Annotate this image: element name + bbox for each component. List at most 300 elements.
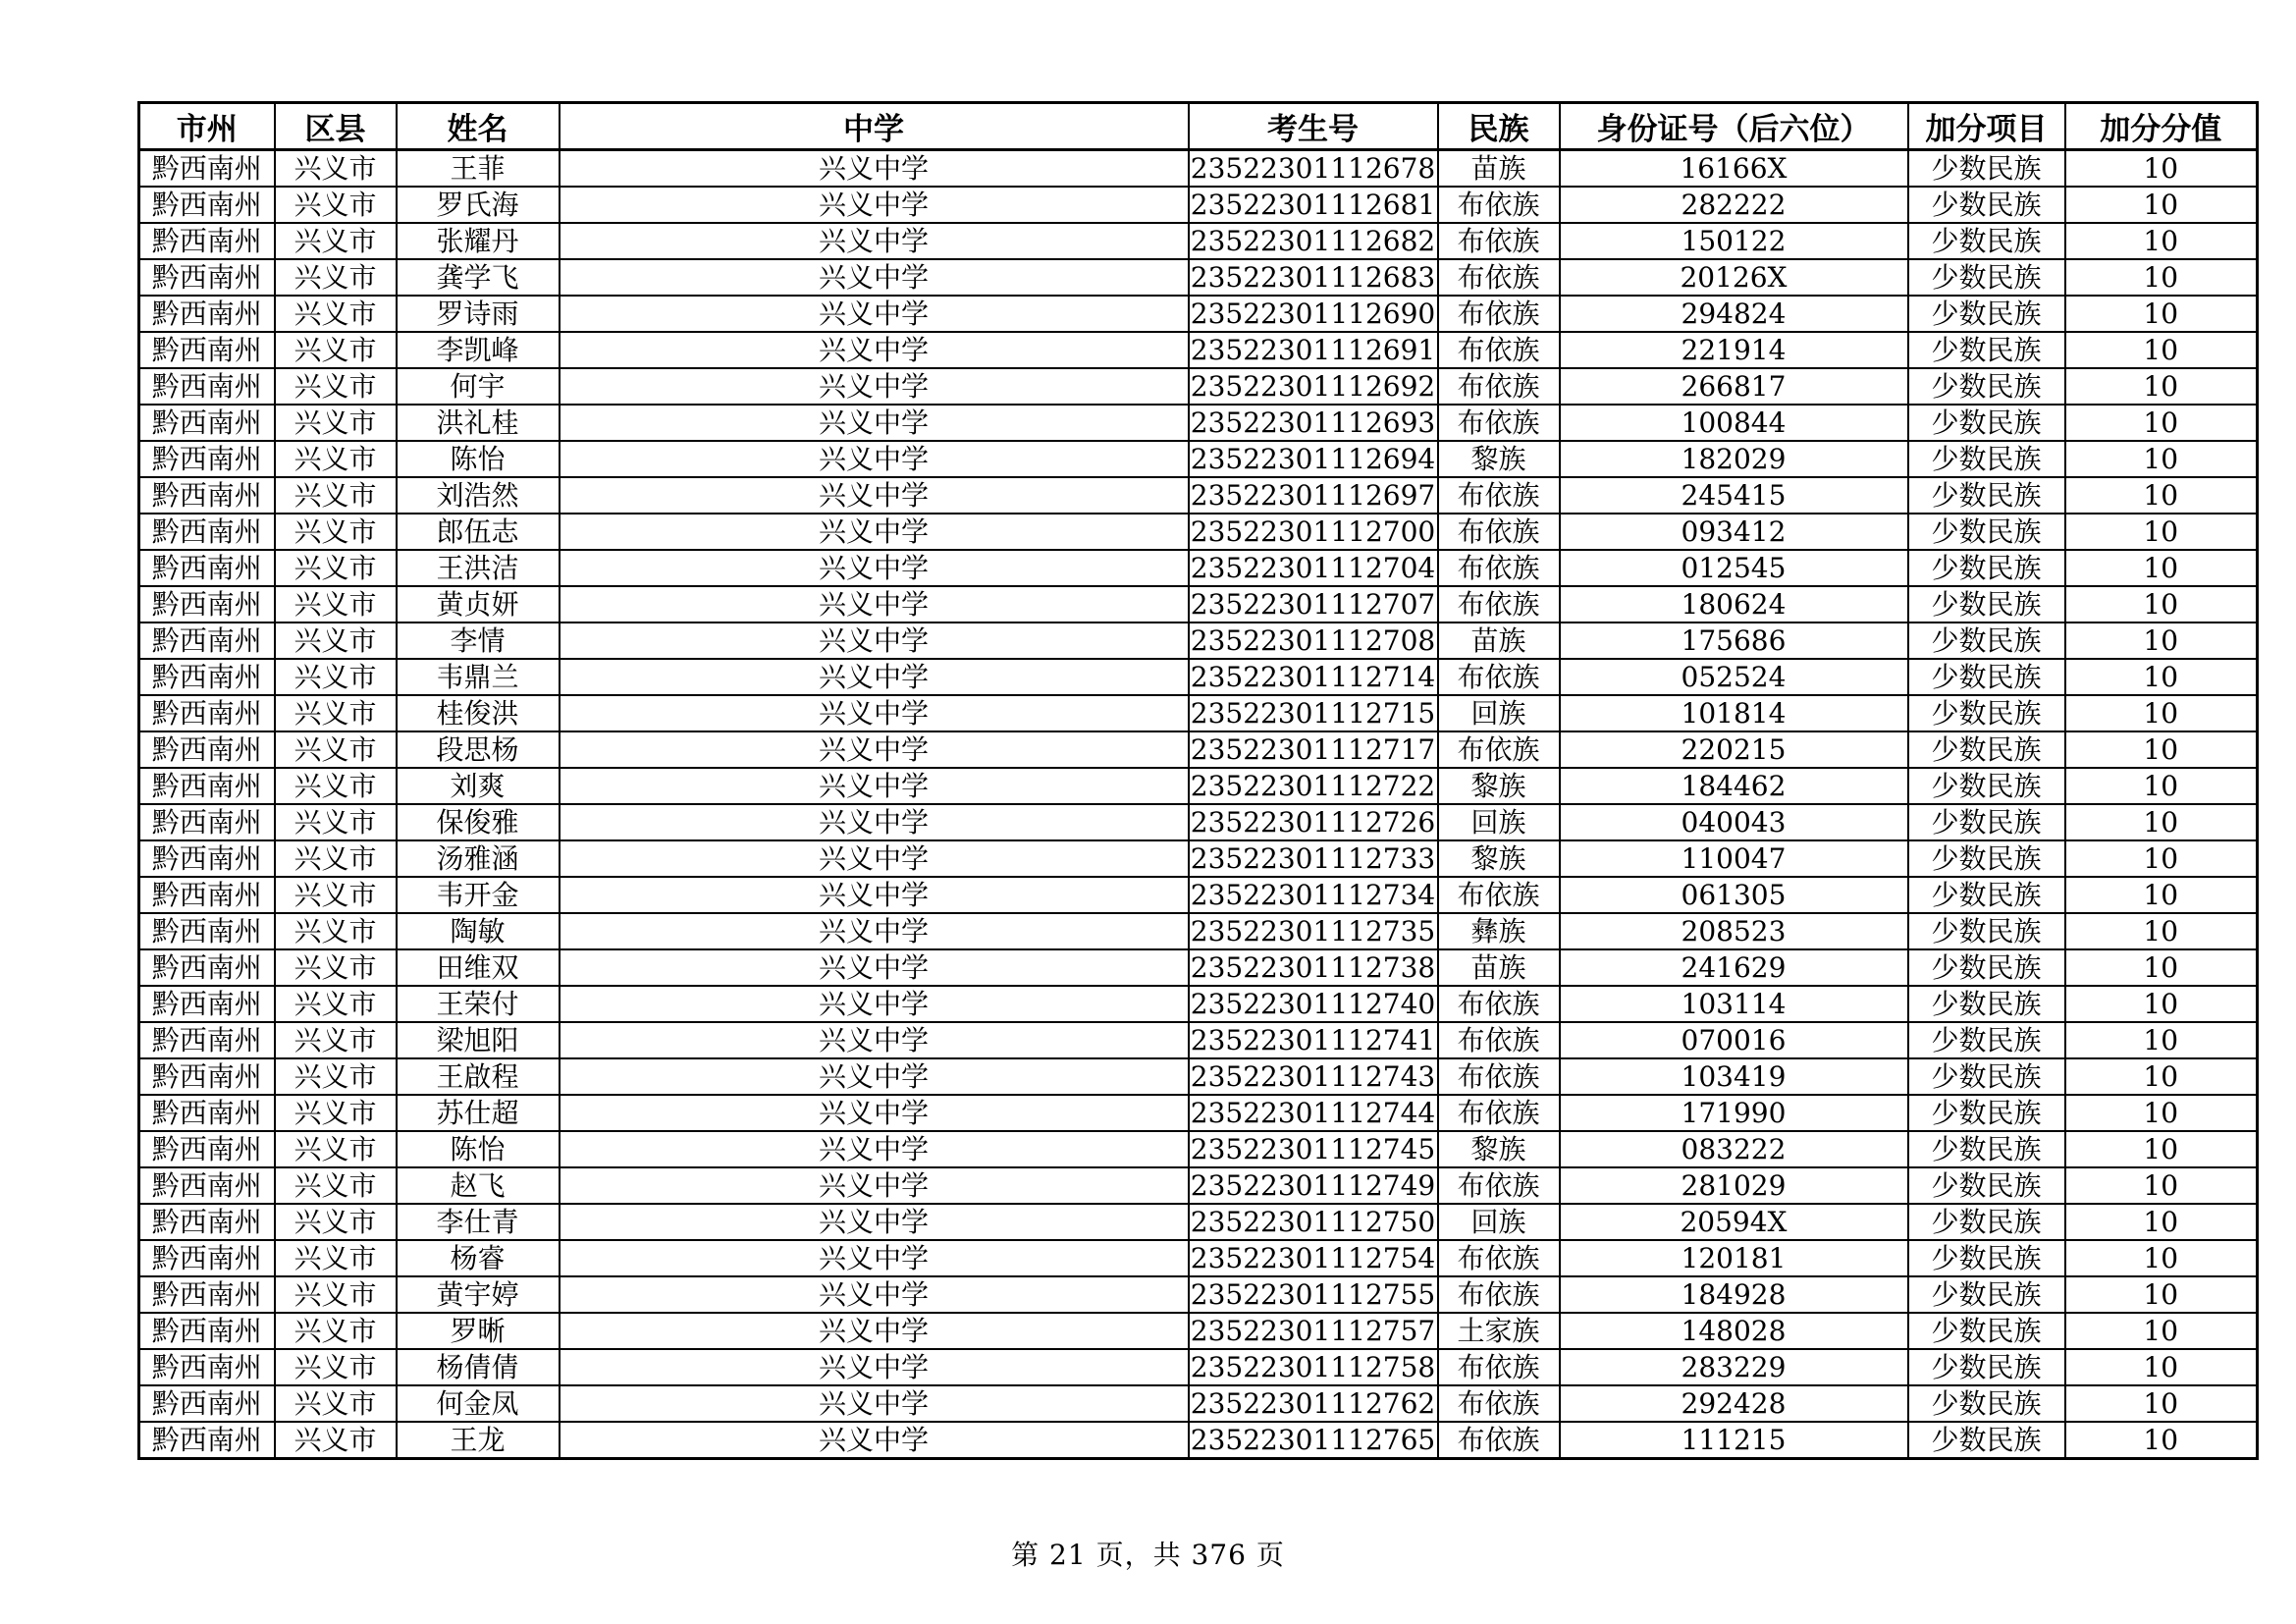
cell-city: 黔西南州 [139, 768, 275, 804]
cell-ethnicity: 布依族 [1438, 296, 1560, 332]
cell-bonus-points: 10 [2065, 187, 2258, 223]
cell-bonus-points: 10 [2065, 1240, 2258, 1276]
cell-county: 兴义市 [275, 623, 397, 659]
cell-exam-number: 23522301112734 [1189, 877, 1438, 913]
cell-ethnicity: 布依族 [1438, 1276, 1560, 1313]
cell-bonus-item: 少数民族 [1908, 368, 2065, 405]
cell-county: 兴义市 [275, 731, 397, 768]
cell-name: 陈怡 [397, 441, 560, 477]
cell-bonus-points: 10 [2065, 223, 2258, 259]
table-row [139, 223, 2258, 259]
cell-bonus-item: 少数民族 [1908, 1131, 2065, 1167]
cell-county: 兴义市 [275, 949, 397, 986]
cell-bonus-points: 10 [2065, 659, 2258, 695]
cell-name: 李仕青 [397, 1204, 560, 1240]
cell-id-last-six: 101814 [1560, 695, 1908, 731]
table-row [139, 514, 2258, 550]
cell-exam-number: 23522301112733 [1189, 840, 1438, 877]
cell-county: 兴义市 [275, 1422, 397, 1459]
cell-id-last-six: 061305 [1560, 877, 1908, 913]
cell-bonus-points: 10 [2065, 296, 2258, 332]
cell-name: 张耀丹 [397, 223, 560, 259]
cell-city: 黔西南州 [139, 477, 275, 514]
cell-bonus-points: 10 [2065, 768, 2258, 804]
cell-county: 兴义市 [275, 296, 397, 332]
cell-bonus-item: 少数民族 [1908, 768, 2065, 804]
cell-bonus-points: 10 [2065, 332, 2258, 368]
table-row [139, 1349, 2258, 1385]
cell-name: 王龙 [397, 1422, 560, 1459]
cell-name: 洪礼桂 [397, 405, 560, 441]
cell-name: 李凯峰 [397, 332, 560, 368]
cell-id-last-six: 266817 [1560, 368, 1908, 405]
cell-school: 兴义中学 [560, 1022, 1189, 1058]
cell-school: 兴义中学 [560, 695, 1189, 731]
cell-school: 兴义中学 [560, 1313, 1189, 1349]
table-row [139, 1167, 2258, 1204]
cell-id-last-six: 070016 [1560, 1022, 1908, 1058]
cell-city: 黔西南州 [139, 150, 275, 188]
cell-school: 兴义中学 [560, 223, 1189, 259]
cell-bonus-points: 10 [2065, 1385, 2258, 1422]
cell-bonus-item: 少数民族 [1908, 840, 2065, 877]
cell-bonus-item: 少数民族 [1908, 405, 2065, 441]
cell-ethnicity: 布依族 [1438, 1349, 1560, 1385]
cell-bonus-points: 10 [2065, 477, 2258, 514]
cell-id-last-six: 040043 [1560, 804, 1908, 840]
cell-name: 韦鼎兰 [397, 659, 560, 695]
cell-ethnicity: 布依族 [1438, 1022, 1560, 1058]
cell-name: 何宇 [397, 368, 560, 405]
cell-county: 兴义市 [275, 768, 397, 804]
cell-id-last-six: 103419 [1560, 1058, 1908, 1095]
table-row [139, 187, 2258, 223]
cell-bonus-points: 10 [2065, 1167, 2258, 1204]
cell-bonus-item: 少数民族 [1908, 223, 2065, 259]
cell-bonus-item: 少数民族 [1908, 949, 2065, 986]
cell-city: 黔西南州 [139, 296, 275, 332]
cell-county: 兴义市 [275, 477, 397, 514]
table-row [139, 659, 2258, 695]
cell-id-last-six: 150122 [1560, 223, 1908, 259]
cell-bonus-points: 10 [2065, 986, 2258, 1022]
cell-bonus-points: 10 [2065, 877, 2258, 913]
cell-school: 兴义中学 [560, 986, 1189, 1022]
cell-exam-number: 23522301112692 [1189, 368, 1438, 405]
cell-city: 黔西南州 [139, 187, 275, 223]
cell-bonus-item: 少数民族 [1908, 332, 2065, 368]
cell-ethnicity: 黎族 [1438, 768, 1560, 804]
cell-exam-number: 23522301112683 [1189, 259, 1438, 296]
cell-bonus-item: 少数民族 [1908, 1349, 2065, 1385]
cell-city: 黔西南州 [139, 1204, 275, 1240]
cell-city: 黔西南州 [139, 550, 275, 586]
cell-bonus-points: 10 [2065, 1204, 2258, 1240]
cell-id-last-six: 110047 [1560, 840, 1908, 877]
cell-city: 黔西南州 [139, 259, 275, 296]
cell-city: 黔西南州 [139, 986, 275, 1022]
cell-school: 兴义中学 [560, 296, 1189, 332]
cell-county: 兴义市 [275, 1276, 397, 1313]
cell-bonus-item: 少数民族 [1908, 623, 2065, 659]
cell-id-last-six: 20126X [1560, 259, 1908, 296]
cell-city: 黔西南州 [139, 1276, 275, 1313]
cell-ethnicity: 黎族 [1438, 441, 1560, 477]
cell-city: 黔西南州 [139, 1422, 275, 1459]
cell-exam-number: 23522301112745 [1189, 1131, 1438, 1167]
table-row [139, 150, 2258, 188]
table-row [139, 986, 2258, 1022]
table-row [139, 1095, 2258, 1131]
cell-school: 兴义中学 [560, 1349, 1189, 1385]
cell-city: 黔西南州 [139, 731, 275, 768]
cell-ethnicity: 苗族 [1438, 949, 1560, 986]
cell-exam-number: 23522301112740 [1189, 986, 1438, 1022]
table-row [139, 1276, 2258, 1313]
cell-city: 黔西南州 [139, 804, 275, 840]
cell-city: 黔西南州 [139, 405, 275, 441]
header-bonus-item: 加分项目 [1908, 103, 2065, 150]
cell-county: 兴义市 [275, 405, 397, 441]
cell-bonus-item: 少数民族 [1908, 1058, 2065, 1095]
cell-id-last-six: 283229 [1560, 1349, 1908, 1385]
table-row [139, 586, 2258, 623]
cell-ethnicity: 布依族 [1438, 259, 1560, 296]
cell-county: 兴义市 [275, 550, 397, 586]
cell-bonus-points: 10 [2065, 514, 2258, 550]
cell-bonus-points: 10 [2065, 368, 2258, 405]
cell-exam-number: 23522301112765 [1189, 1422, 1438, 1459]
cell-school: 兴义中学 [560, 1422, 1189, 1459]
cell-school: 兴义中学 [560, 586, 1189, 623]
cell-ethnicity: 布依族 [1438, 223, 1560, 259]
cell-bonus-points: 10 [2065, 1131, 2258, 1167]
cell-exam-number: 23522301112743 [1189, 1058, 1438, 1095]
cell-school: 兴义中学 [560, 1058, 1189, 1095]
cell-ethnicity: 苗族 [1438, 150, 1560, 188]
cell-school: 兴义中学 [560, 259, 1189, 296]
cell-name: 段思杨 [397, 731, 560, 768]
cell-ethnicity: 布依族 [1438, 659, 1560, 695]
cell-city: 黔西南州 [139, 659, 275, 695]
cell-name: 赵飞 [397, 1167, 560, 1204]
cell-county: 兴义市 [275, 1385, 397, 1422]
cell-ethnicity: 布依族 [1438, 477, 1560, 514]
cell-bonus-points: 10 [2065, 695, 2258, 731]
cell-county: 兴义市 [275, 259, 397, 296]
table-row [139, 1422, 2258, 1459]
cell-bonus-points: 10 [2065, 949, 2258, 986]
cell-bonus-item: 少数民族 [1908, 804, 2065, 840]
cell-county: 兴义市 [275, 840, 397, 877]
cell-school: 兴义中学 [560, 623, 1189, 659]
cell-exam-number: 23522301112750 [1189, 1204, 1438, 1240]
cell-name: 罗氏海 [397, 187, 560, 223]
cell-city: 黔西南州 [139, 1022, 275, 1058]
cell-county: 兴义市 [275, 586, 397, 623]
header-county: 区县 [275, 103, 397, 150]
cell-id-last-six: 184928 [1560, 1276, 1908, 1313]
cell-bonus-points: 10 [2065, 1313, 2258, 1349]
cell-bonus-item: 少数民族 [1908, 877, 2065, 913]
cell-bonus-item: 少数民族 [1908, 514, 2065, 550]
cell-id-last-six: 120181 [1560, 1240, 1908, 1276]
cell-city: 黔西南州 [139, 840, 275, 877]
cell-ethnicity: 布依族 [1438, 877, 1560, 913]
table-row [139, 1204, 2258, 1240]
cell-name: 梁旭阳 [397, 1022, 560, 1058]
cell-bonus-item: 少数民族 [1908, 1385, 2065, 1422]
cell-ethnicity: 布依族 [1438, 586, 1560, 623]
cell-ethnicity: 布依族 [1438, 1095, 1560, 1131]
cell-exam-number: 23522301112690 [1189, 296, 1438, 332]
cell-ethnicity: 黎族 [1438, 840, 1560, 877]
cell-bonus-item: 少数民族 [1908, 1167, 2065, 1204]
cell-city: 黔西南州 [139, 877, 275, 913]
cell-school: 兴义中学 [560, 1095, 1189, 1131]
cell-school: 兴义中学 [560, 150, 1189, 188]
cell-school: 兴义中学 [560, 1385, 1189, 1422]
cell-id-last-six: 241629 [1560, 949, 1908, 986]
cell-id-last-six: 16166X [1560, 150, 1908, 188]
table-row [139, 550, 2258, 586]
cell-name: 罗诗雨 [397, 296, 560, 332]
cell-city: 黔西南州 [139, 1058, 275, 1095]
cell-name: 王啟程 [397, 1058, 560, 1095]
header-name: 姓名 [397, 103, 560, 150]
cell-bonus-points: 10 [2065, 804, 2258, 840]
table-row [139, 913, 2258, 949]
cell-exam-number: 23522301112741 [1189, 1022, 1438, 1058]
cell-school: 兴义中学 [560, 913, 1189, 949]
cell-school: 兴义中学 [560, 877, 1189, 913]
cell-exam-number: 23522301112738 [1189, 949, 1438, 986]
cell-id-last-six: 175686 [1560, 623, 1908, 659]
cell-id-last-six: 245415 [1560, 477, 1908, 514]
cell-id-last-six: 012545 [1560, 550, 1908, 586]
cell-city: 黔西南州 [139, 1349, 275, 1385]
cell-school: 兴义中学 [560, 187, 1189, 223]
cell-ethnicity: 苗族 [1438, 623, 1560, 659]
cell-bonus-item: 少数民族 [1908, 695, 2065, 731]
cell-name: 田维双 [397, 949, 560, 986]
cell-school: 兴义中学 [560, 550, 1189, 586]
cell-exam-number: 23522301112693 [1189, 405, 1438, 441]
cell-bonus-points: 10 [2065, 1058, 2258, 1095]
cell-bonus-points: 10 [2065, 1349, 2258, 1385]
cell-bonus-points: 10 [2065, 913, 2258, 949]
cell-ethnicity: 布依族 [1438, 514, 1560, 550]
cell-bonus-points: 10 [2065, 1095, 2258, 1131]
cell-city: 黔西南州 [139, 223, 275, 259]
cell-bonus-item: 少数民族 [1908, 1240, 2065, 1276]
cell-name: 黄宇婷 [397, 1276, 560, 1313]
cell-city: 黔西南州 [139, 1131, 275, 1167]
table-row [139, 405, 2258, 441]
cell-ethnicity: 回族 [1438, 804, 1560, 840]
cell-id-last-six: 221914 [1560, 332, 1908, 368]
cell-city: 黔西南州 [139, 1313, 275, 1349]
cell-ethnicity: 布依族 [1438, 1058, 1560, 1095]
cell-county: 兴义市 [275, 695, 397, 731]
cell-bonus-item: 少数民族 [1908, 1204, 2065, 1240]
cell-ethnicity: 彝族 [1438, 913, 1560, 949]
cell-id-last-six: 182029 [1560, 441, 1908, 477]
cell-county: 兴义市 [275, 1167, 397, 1204]
cell-bonus-points: 10 [2065, 150, 2258, 188]
cell-bonus-item: 少数民族 [1908, 259, 2065, 296]
cell-city: 黔西南州 [139, 1095, 275, 1131]
cell-county: 兴义市 [275, 441, 397, 477]
cell-bonus-item: 少数民族 [1908, 550, 2065, 586]
table-row [139, 840, 2258, 877]
cell-ethnicity: 布依族 [1438, 1422, 1560, 1459]
cell-name: 杨倩倩 [397, 1349, 560, 1385]
cell-county: 兴义市 [275, 514, 397, 550]
cell-name: 罗晰 [397, 1313, 560, 1349]
cell-ethnicity: 布依族 [1438, 368, 1560, 405]
cell-city: 黔西南州 [139, 368, 275, 405]
cell-id-last-six: 282222 [1560, 187, 1908, 223]
cell-id-last-six: 184462 [1560, 768, 1908, 804]
cell-exam-number: 23522301112707 [1189, 586, 1438, 623]
cell-bonus-item: 少数民族 [1908, 731, 2065, 768]
cell-city: 黔西南州 [139, 332, 275, 368]
cell-county: 兴义市 [275, 659, 397, 695]
cell-exam-number: 23522301112708 [1189, 623, 1438, 659]
cell-ethnicity: 布依族 [1438, 405, 1560, 441]
cell-school: 兴义中学 [560, 1276, 1189, 1313]
table-header [139, 103, 2258, 150]
header-ethnicity: 民族 [1438, 103, 1560, 150]
cell-name: 汤雅涵 [397, 840, 560, 877]
cell-exam-number: 23522301112715 [1189, 695, 1438, 731]
cell-exam-number: 23522301112757 [1189, 1313, 1438, 1349]
table-row [139, 332, 2258, 368]
cell-school: 兴义中学 [560, 441, 1189, 477]
cell-county: 兴义市 [275, 804, 397, 840]
cell-city: 黔西南州 [139, 586, 275, 623]
cell-school: 兴义中学 [560, 768, 1189, 804]
cell-name: 郎伍志 [397, 514, 560, 550]
table-row [139, 441, 2258, 477]
cell-county: 兴义市 [275, 1131, 397, 1167]
cell-ethnicity: 布依族 [1438, 731, 1560, 768]
cell-school: 兴义中学 [560, 332, 1189, 368]
header-exam-number: 考生号 [1189, 103, 1438, 150]
cell-city: 黔西南州 [139, 913, 275, 949]
cell-id-last-six: 171990 [1560, 1095, 1908, 1131]
cell-school: 兴义中学 [560, 514, 1189, 550]
cell-bonus-points: 10 [2065, 623, 2258, 659]
cell-city: 黔西南州 [139, 1240, 275, 1276]
cell-bonus-points: 10 [2065, 1022, 2258, 1058]
cell-bonus-points: 10 [2065, 1422, 2258, 1459]
cell-name: 龚学飞 [397, 259, 560, 296]
table-row [139, 259, 2258, 296]
cell-county: 兴义市 [275, 1204, 397, 1240]
cell-bonus-points: 10 [2065, 405, 2258, 441]
table-row [139, 1240, 2258, 1276]
cell-bonus-item: 少数民族 [1908, 1422, 2065, 1459]
cell-ethnicity: 布依族 [1438, 986, 1560, 1022]
cell-bonus-item: 少数民族 [1908, 150, 2065, 188]
cell-school: 兴义中学 [560, 804, 1189, 840]
cell-bonus-points: 10 [2065, 731, 2258, 768]
cell-name: 陶敏 [397, 913, 560, 949]
header-city: 市州 [139, 103, 275, 150]
cell-school: 兴义中学 [560, 949, 1189, 986]
cell-exam-number: 23522301112754 [1189, 1240, 1438, 1276]
cell-bonus-item: 少数民族 [1908, 1095, 2065, 1131]
table-row [139, 1313, 2258, 1349]
cell-city: 黔西南州 [139, 441, 275, 477]
header-id-last-six: 身份证号（后六位） [1560, 103, 1908, 150]
cell-bonus-points: 10 [2065, 840, 2258, 877]
cell-bonus-item: 少数民族 [1908, 913, 2065, 949]
table-row [139, 1131, 2258, 1167]
cell-exam-number: 23522301112717 [1189, 731, 1438, 768]
cell-name: 桂俊洪 [397, 695, 560, 731]
cell-county: 兴义市 [275, 332, 397, 368]
cell-county: 兴义市 [275, 150, 397, 188]
cell-id-last-six: 100844 [1560, 405, 1908, 441]
cell-county: 兴义市 [275, 1058, 397, 1095]
cell-exam-number: 23522301112758 [1189, 1349, 1438, 1385]
cell-id-last-six: 220215 [1560, 731, 1908, 768]
header-school: 中学 [560, 103, 1189, 150]
cell-exam-number: 23522301112678 [1189, 150, 1438, 188]
cell-bonus-item: 少数民族 [1908, 187, 2065, 223]
cell-school: 兴义中学 [560, 405, 1189, 441]
table-row [139, 368, 2258, 405]
cell-name: 黄贞妍 [397, 586, 560, 623]
cell-county: 兴义市 [275, 913, 397, 949]
cell-ethnicity: 布依族 [1438, 550, 1560, 586]
bonus-points-table [137, 101, 2259, 1460]
cell-name: 保俊雅 [397, 804, 560, 840]
cell-school: 兴义中学 [560, 840, 1189, 877]
cell-exam-number: 23522301112681 [1189, 187, 1438, 223]
table-row [139, 1022, 2258, 1058]
cell-name: 王菲 [397, 150, 560, 188]
cell-id-last-six: 103114 [1560, 986, 1908, 1022]
cell-exam-number: 23522301112704 [1189, 550, 1438, 586]
cell-city: 黔西南州 [139, 949, 275, 986]
cell-bonus-points: 10 [2065, 441, 2258, 477]
cell-id-last-six: 052524 [1560, 659, 1908, 695]
cell-county: 兴义市 [275, 368, 397, 405]
cell-exam-number: 23522301112714 [1189, 659, 1438, 695]
cell-exam-number: 23522301112755 [1189, 1276, 1438, 1313]
cell-id-last-six: 208523 [1560, 913, 1908, 949]
cell-bonus-item: 少数民族 [1908, 1022, 2065, 1058]
page-number-text: 第 21 页，共 376 页 [1011, 1539, 1285, 1571]
cell-ethnicity: 布依族 [1438, 187, 1560, 223]
cell-id-last-six: 148028 [1560, 1313, 1908, 1349]
cell-ethnicity: 土家族 [1438, 1313, 1560, 1349]
cell-id-last-six: 083222 [1560, 1131, 1908, 1167]
cell-county: 兴义市 [275, 1240, 397, 1276]
cell-city: 黔西南州 [139, 514, 275, 550]
cell-bonus-item: 少数民族 [1908, 659, 2065, 695]
table-row [139, 623, 2258, 659]
cell-name: 苏仕超 [397, 1095, 560, 1131]
cell-school: 兴义中学 [560, 731, 1189, 768]
cell-county: 兴义市 [275, 223, 397, 259]
cell-ethnicity: 布依族 [1438, 1167, 1560, 1204]
cell-county: 兴义市 [275, 1022, 397, 1058]
